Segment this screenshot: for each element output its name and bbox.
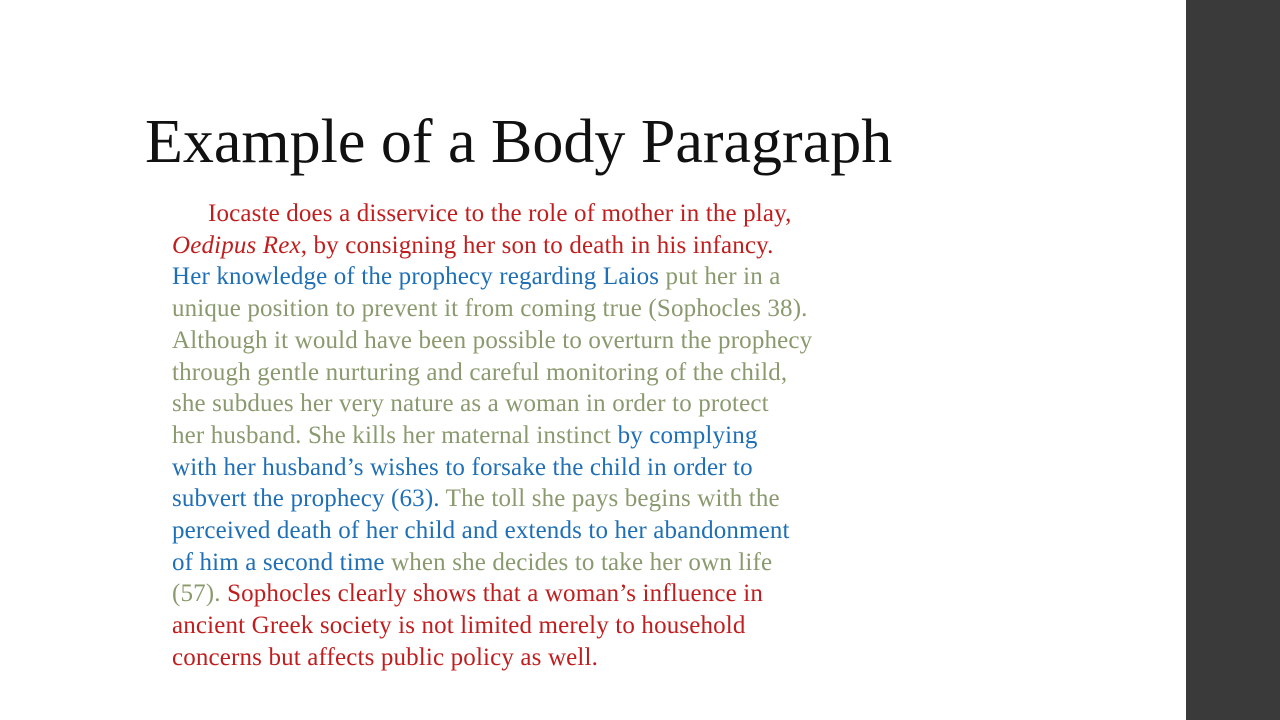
concluding-sentence: ancient Greek society is not limited merely to household — [172, 612, 746, 640]
slide-title: Example of a Body Paragraph — [145, 108, 893, 176]
play-title: Oedipus Rex — [172, 231, 301, 259]
analysis-text: (57). — [172, 580, 221, 608]
evidence-text: with her husband’s wishes to forsake the child in order to — [172, 453, 753, 481]
evidence-text: Her knowledge of the prophecy regarding Laios — [172, 263, 660, 291]
analysis-text: when she decides to take her own life — [391, 548, 773, 576]
evidence-text: of him a second time — [172, 548, 385, 576]
analysis-text: put her in a — [665, 263, 781, 291]
analysis-text: unique position to prevent it from coming true (Sophocles 38). — [172, 295, 808, 323]
concluding-sentence: Sophocles clearly shows that a woman’s influence in — [227, 580, 764, 608]
analysis-text: her husband. She kills her maternal instinct — [172, 421, 612, 449]
body-paragraph — [172, 198, 1032, 674]
evidence-text: subvert the prophecy (63). — [172, 485, 440, 513]
topic-sentence: Iocaste does a disservice to the role of mother in the play, — [208, 200, 792, 227]
topic-sentence-end: , by consigning her son to death in his infancy. — [300, 231, 774, 259]
analysis-text: Although it would have been possible to overturn the prophecy — [172, 326, 813, 354]
concluding-sentence: concerns but affects public policy as well. — [172, 643, 598, 671]
evidence-text: by complying — [617, 421, 758, 449]
analysis-text: The toll she pays begins with the — [445, 485, 780, 513]
sidebar-decoration — [1186, 0, 1280, 720]
analysis-text: she subdues her very nature as a woman in order to protect — [172, 390, 769, 418]
evidence-text: perceived death of her child and extends to her abandonment — [172, 517, 790, 545]
analysis-text: through gentle nurturing and careful monitoring of the child, — [172, 358, 788, 386]
